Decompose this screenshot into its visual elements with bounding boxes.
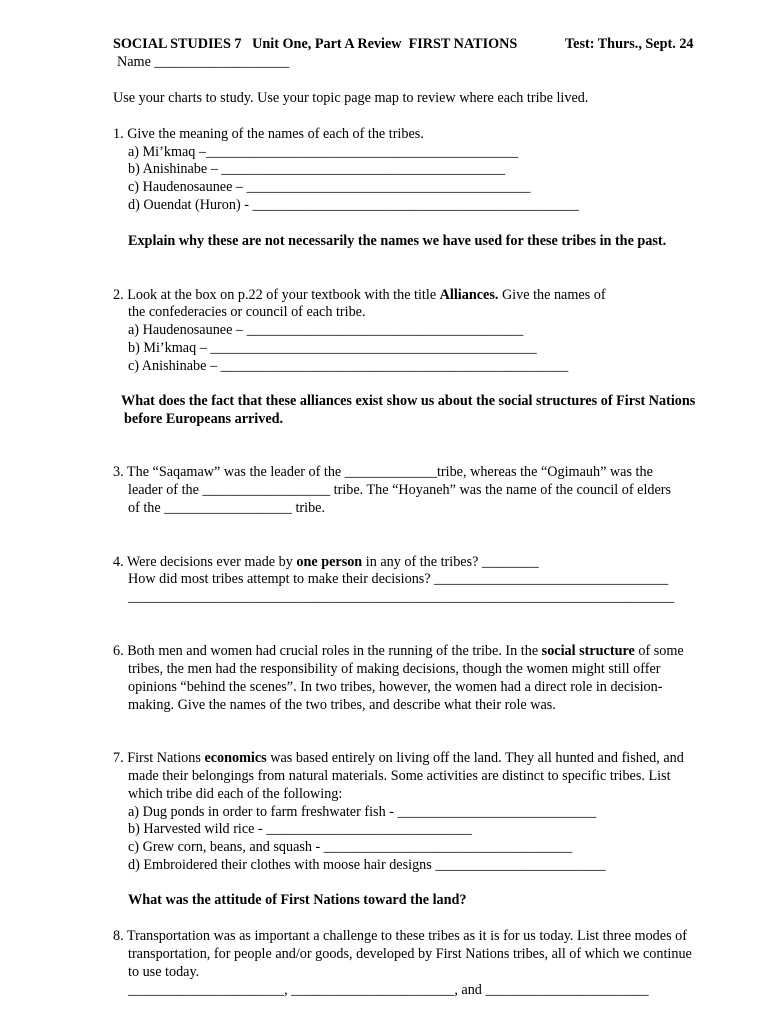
q6-emphasis: social structure [541,643,635,659]
q4-line1 [113,553,539,571]
q7-item-d: d) Embroidered their clothes with moose hair designs ________________________ [128,857,606,873]
q7-followup: What was the attitude of First Nations toward the land? [128,892,467,908]
q2-alliances-title: Alliances. [439,287,499,303]
q2-item-c: c) Anishinabe – _________________________________________________ [128,358,569,374]
q8-answer-line: ______________________, _______________________, and _______________________ [128,982,649,998]
q4-emphasis: one person [296,554,363,570]
q6-line4: making. Give the names of the two tribes, and describe what their role was. [128,697,556,713]
q6-text-tail: of some [634,643,684,659]
q1-followup: Explain why these are not necessarily the names we have used for these tribes in the past. [128,233,667,249]
q7-item-a: a) Dug ponds in order to farm freshwater fish - ____________________________ [128,804,597,820]
q4-answer-line: _____________________________________________________________________________ [128,589,675,605]
q2-followup-line2: before Europeans arrived. [124,411,284,427]
q4-text: 4. Were decisions ever made by [113,554,297,570]
q8-line1: 8. Transportation was as important a challenge to these tribes as it is for us today. List three modes of [113,928,687,944]
q2-prompt-tail: Give the names of [498,287,606,303]
q7-text: 7. First Nations [113,750,205,766]
q7-text-tail: was based entirely on living off the land. They all hunted and fished, and [266,750,684,766]
q7-line1 [113,749,684,767]
intro-instructions: Use your charts to study. Use your topic page map to review where each tribe lived. [113,90,589,106]
q6-line2: tribes, the men had the responsibility of making decisions, though the women might still offer [128,661,661,677]
q3-line1: 3. The “Saqamaw” was the leader of the _____________tribe, whereas the “Ogimauh” was the [113,464,653,480]
q4-line2: How did most tribes attempt to make their decisions? _________________________________ [128,571,669,587]
q7-line2: made their belongings from natural materials. Some activities are distinct to specific tribes. List [128,768,671,784]
q3-line2: leader of the __________________ tribe. The “Hoyaneh” was the name of the council of elders [128,482,672,498]
q7-item-b: b) Harvested wild rice - _____________________________ [128,821,472,837]
worksheet-title: SOCIAL STUDIES 7 Unit One, Part A Review FIRST NATIONS [113,36,518,52]
q6-line3: opinions “behind the scenes”. In two tribes, however, the women had a direct role in decision- [128,679,663,695]
q1-item-d: d) Ouendat (Huron) - ______________________________________________ [128,197,579,213]
name-field: Name ___________________ [117,54,290,70]
q2-prompt-line1 [113,286,606,304]
q2-prompt-text: 2. Look at the box on p.22 of your textbook with the title [113,287,440,303]
q6-text: 6. Both men and women had crucial roles in the running of the tribe. In the [113,643,542,659]
q7-line3: which tribe did each of the following: [128,786,343,802]
q1-item-a: a) Mi’kmaq –____________________________________________ [128,144,519,160]
q7-emphasis: economics [204,750,267,766]
q8-line3: to use today. [128,964,200,980]
q3-line3: of the __________________ tribe. [128,500,326,516]
q2-item-b: b) Mi’kmaq – ______________________________________________ [128,340,537,356]
q1-item-b: b) Anishinabe – ________________________________________ [128,161,506,177]
q2-prompt-line2: the confederacies or council of each tribe. [128,304,366,320]
q6-line1 [113,642,684,660]
q4-blank: in any of the tribes? ________ [362,554,539,570]
q2-item-a: a) Haudenosaunee – _______________________________________ [128,322,524,338]
q2-followup-line1: What does the fact that these alliances exist show us about the social structures of First Nations [121,393,696,409]
q1-item-c: c) Haudenosaunee – ________________________________________ [128,179,531,195]
test-date: Test: Thurs., Sept. 24 [565,36,694,52]
q7-item-c: c) Grew corn, beans, and squash - ___________________________________ [128,839,573,855]
q1-prompt: 1. Give the meaning of the names of each of the tribes. [113,126,424,142]
q8-line2: transportation, for people and/or goods, developed by First Nations tribes, all of which we continue [128,946,692,962]
